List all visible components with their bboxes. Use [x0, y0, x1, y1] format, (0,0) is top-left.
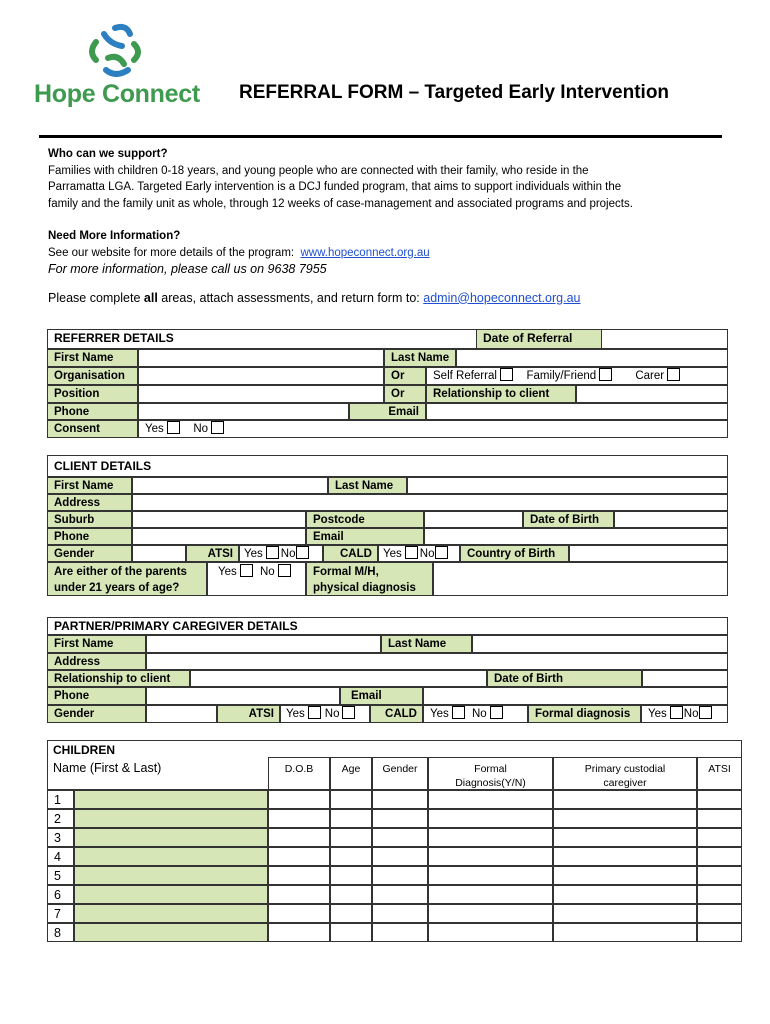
organisation-label: Organisation: [47, 367, 138, 385]
child-row-cell[interactable]: [553, 923, 697, 942]
client-postcode-label: Postcode: [306, 511, 424, 528]
partner-formal-diagnosis-label: Formal diagnosis: [528, 705, 641, 723]
client-last-name-label: Last Name: [328, 477, 407, 494]
child-row-number: 2: [47, 809, 74, 828]
client-address-label: Address: [47, 494, 132, 511]
partner-formal-options: Yes No: [641, 705, 728, 723]
client-cald-no-checkbox[interactable]: [435, 546, 448, 559]
child-row-cell[interactable]: [74, 809, 268, 828]
partner-address-label: Address: [47, 653, 146, 670]
partner-first-name-label: First Name: [47, 635, 146, 653]
client-cald-options: Yes No: [378, 545, 460, 562]
child-row-cell[interactable]: [268, 885, 330, 904]
partner-first-name-input[interactable]: [146, 635, 381, 653]
child-row-number: 5: [47, 866, 74, 885]
client-email-input[interactable]: [424, 528, 728, 545]
client-address-input[interactable]: [132, 494, 728, 511]
child-row-cell[interactable]: [268, 866, 330, 885]
child-row-number: 8: [47, 923, 74, 942]
consent-yes-checkbox[interactable]: [167, 421, 180, 434]
parents-no-checkbox[interactable]: [278, 564, 291, 577]
children-gender-column: Gender: [372, 757, 428, 790]
child-row-cell[interactable]: [372, 847, 428, 866]
client-dob-input[interactable]: [614, 511, 728, 528]
relationship-label: Relationship to client: [426, 385, 576, 403]
child-row-cell[interactable]: [553, 828, 697, 847]
logo-text: Hope Connect: [34, 80, 200, 108]
children-custodial-column: Primary custodial caregiver: [553, 757, 697, 790]
child-row-cell[interactable]: [330, 809, 372, 828]
intro-block: [48, 146, 738, 306]
client-section: [47, 455, 728, 596]
complete-pre: Please complete: [48, 290, 141, 305]
children-dob-column: D.O.B: [268, 757, 330, 790]
website-link[interactable]: www.hopeconnect.org.au: [300, 246, 430, 259]
complete-all: all: [143, 290, 158, 305]
partner-email-label: Email: [340, 687, 423, 705]
hope-connect-logo-icon: [84, 22, 146, 80]
partner-last-name-input[interactable]: [472, 635, 728, 653]
client-atsi-options: Yes No: [239, 545, 323, 562]
partner-relationship-label: Relationship to client: [47, 670, 190, 687]
child-row-cell[interactable]: [553, 885, 697, 904]
child-row-cell[interactable]: [330, 790, 372, 809]
child-row-cell[interactable]: [330, 904, 372, 923]
child-row-cell[interactable]: [268, 847, 330, 866]
parents-yes-checkbox[interactable]: [240, 564, 253, 577]
website-text: See our website for more details of the program:: [48, 246, 295, 259]
partner-dob-input[interactable]: [642, 670, 728, 687]
page-title: REFERRAL FORM – Targeted Early Intervention: [239, 82, 670, 103]
who-text-1: Families with children 0-18 years, and young people who are connected with their family, who reside in the: [48, 164, 589, 177]
consent-options: Yes No: [138, 420, 728, 438]
referrer-first-name-input[interactable]: [138, 349, 384, 367]
self-referral-checkbox[interactable]: [500, 368, 513, 381]
child-row-cell[interactable]: [372, 866, 428, 885]
client-first-name-label: First Name: [47, 477, 132, 494]
child-row-number: 6: [47, 885, 74, 904]
child-row-cell[interactable]: [74, 847, 268, 866]
child-row-cell[interactable]: [372, 809, 428, 828]
child-row-cell[interactable]: [697, 790, 742, 809]
client-suburb-input[interactable]: [132, 511, 306, 528]
child-row-cell[interactable]: [74, 923, 268, 942]
client-country-input[interactable]: [569, 545, 728, 562]
child-row-cell[interactable]: [428, 904, 553, 923]
child-row-cell[interactable]: [428, 866, 553, 885]
child-row-cell[interactable]: [428, 809, 553, 828]
referrer-phone-input[interactable]: [138, 403, 349, 420]
child-row-cell[interactable]: [553, 809, 697, 828]
position-label: Position: [47, 385, 138, 403]
client-postcode-input[interactable]: [424, 511, 523, 528]
partner-formal-no-checkbox[interactable]: [699, 706, 712, 719]
child-row-cell[interactable]: [697, 847, 742, 866]
child-row-cell[interactable]: [372, 828, 428, 847]
child-row-cell[interactable]: [553, 904, 697, 923]
referrer-email-label: Email: [349, 403, 426, 420]
partner-gender-input[interactable]: [146, 705, 217, 723]
partner-atsi-label: ATSI: [217, 705, 280, 723]
children-name-column: Name (First & Last): [53, 761, 162, 775]
client-gender-input[interactable]: [132, 545, 186, 562]
consent-no-checkbox[interactable]: [211, 421, 224, 434]
partner-email-input[interactable]: [423, 687, 728, 705]
partner-cald-no-checkbox[interactable]: [490, 706, 503, 719]
child-row-cell[interactable]: [697, 866, 742, 885]
client-formal-diagnosis-input[interactable]: [433, 562, 728, 596]
child-row-cell[interactable]: [74, 866, 268, 885]
child-row-cell[interactable]: [553, 866, 697, 885]
who-text-2: Parramatta LGA. Targeted Early intervention is a DCJ funded program, that aims to support individuals within the: [48, 181, 622, 193]
children-heading: CHILDREN: [53, 743, 115, 757]
client-cald-yes-checkbox[interactable]: [405, 546, 418, 559]
child-row-cell[interactable]: [553, 847, 697, 866]
complete-line: [48, 290, 738, 307]
children-age-column: Age: [330, 757, 372, 790]
child-row-number: 1: [47, 790, 74, 809]
parents-question-options: Yes No: [207, 562, 306, 596]
client-last-name-input[interactable]: [407, 477, 728, 494]
partner-atsi-yes-checkbox[interactable]: [308, 706, 321, 719]
partner-cald-label: CALD: [370, 705, 423, 723]
child-row-cell[interactable]: [330, 885, 372, 904]
children-section: [47, 740, 742, 942]
child-row-cell[interactable]: [553, 790, 697, 809]
child-row-cell[interactable]: [74, 904, 268, 923]
child-row-cell[interactable]: [74, 885, 268, 904]
partner-cald-yes-checkbox[interactable]: [452, 706, 465, 719]
client-phone-input[interactable]: [132, 528, 306, 545]
partner-dob-label: Date of Birth: [487, 670, 642, 687]
child-row-cell[interactable]: [330, 828, 372, 847]
child-row-cell[interactable]: [372, 790, 428, 809]
referrer-email-input[interactable]: [426, 403, 728, 420]
child-row-cell[interactable]: [268, 809, 330, 828]
child-row-cell[interactable]: [74, 828, 268, 847]
partner-address-input[interactable]: [146, 653, 728, 670]
children-formal-column: Formal Diagnosis(Y/N): [428, 757, 553, 790]
child-row-cell[interactable]: [697, 828, 742, 847]
partner-last-name-label: Last Name: [381, 635, 472, 653]
referrer-first-name-label: First Name: [47, 349, 138, 367]
partner-phone-label: Phone: [47, 687, 146, 705]
partner-formal-yes-checkbox[interactable]: [670, 706, 683, 719]
child-row-cell[interactable]: [74, 790, 268, 809]
referral-type-options: Self Referral Family/Friend Carer: [426, 367, 728, 385]
relationship-input[interactable]: [576, 385, 728, 403]
who-heading: Who can we support?: [48, 148, 168, 160]
referrer-heading: REFERRER DETAILS: [47, 329, 728, 349]
referrer-section: [47, 329, 728, 438]
child-row-cell[interactable]: [268, 923, 330, 942]
child-row-cell[interactable]: [330, 847, 372, 866]
child-row-cell[interactable]: [372, 904, 428, 923]
client-first-name-input[interactable]: [132, 477, 328, 494]
call-text: For more information, please call us on 9638 7955: [48, 262, 327, 276]
email-link[interactable]: admin@hopeconnect.org.au: [423, 290, 581, 305]
child-row-number: 4: [47, 847, 74, 866]
partner-gender-label: Gender: [47, 705, 146, 723]
family-friend-checkbox[interactable]: [599, 368, 612, 381]
client-country-label: Country of Birth: [460, 545, 569, 562]
website-line: [48, 245, 738, 262]
more-heading: Need More Information?: [48, 230, 181, 242]
child-row-cell[interactable]: [268, 904, 330, 923]
carer-checkbox[interactable]: [667, 368, 680, 381]
client-phone-label: Phone: [47, 528, 132, 545]
consent-label: Consent: [47, 420, 138, 438]
client-heading: CLIENT DETAILS: [47, 455, 728, 477]
child-row-number: 7: [47, 904, 74, 923]
referrer-last-name-label: Last Name: [384, 349, 456, 367]
child-row-cell[interactable]: [697, 923, 742, 942]
partner-atsi-options: Yes No: [280, 705, 370, 723]
referrer-last-name-input[interactable]: [456, 349, 728, 367]
date-of-referral-label: Date of Referral: [476, 329, 602, 349]
children-atsi-column: ATSI: [697, 757, 742, 790]
client-gender-label: Gender: [47, 545, 132, 562]
child-row-cell[interactable]: [428, 885, 553, 904]
or-label-2: Or: [384, 385, 426, 403]
child-row-cell[interactable]: [428, 790, 553, 809]
title-divider: [39, 135, 722, 138]
child-row-cell[interactable]: [428, 923, 553, 942]
client-suburb-label: Suburb: [47, 511, 132, 528]
logo: [34, 22, 204, 112]
parents-question-label: Are either of the parents under 21 years of age?: [47, 562, 207, 596]
client-cald-label: CALD: [323, 545, 378, 562]
partner-section: [47, 617, 728, 723]
client-email-label: Email: [306, 528, 424, 545]
position-input[interactable]: [138, 385, 384, 403]
child-row-cell[interactable]: [428, 847, 553, 866]
partner-relationship-input[interactable]: [190, 670, 487, 687]
child-row-cell[interactable]: [330, 923, 372, 942]
complete-post: areas, attach assessments, and return form to:: [161, 290, 420, 305]
child-row-number: 3: [47, 828, 74, 847]
child-row-cell[interactable]: [428, 828, 553, 847]
client-formal-diagnosis-label: Formal M/H, physical diagnosis: [306, 562, 433, 596]
child-row-cell[interactable]: [268, 790, 330, 809]
organisation-input[interactable]: [138, 367, 384, 385]
client-atsi-yes-checkbox[interactable]: [266, 546, 279, 559]
child-row-cell[interactable]: [697, 885, 742, 904]
or-label-1: Or: [384, 367, 426, 385]
who-text-3: family and the family unit as whole, through 12 weeks of case-management and associated programs and projects.: [48, 197, 633, 210]
child-row-cell[interactable]: [697, 809, 742, 828]
child-row-cell[interactable]: [268, 828, 330, 847]
client-atsi-label: ATSI: [186, 545, 239, 562]
client-dob-label: Date of Birth: [523, 511, 614, 528]
child-row-cell[interactable]: [330, 866, 372, 885]
child-row-cell[interactable]: [372, 923, 428, 942]
partner-cald-options: Yes No: [423, 705, 528, 723]
child-row-cell[interactable]: [372, 885, 428, 904]
partner-atsi-no-checkbox[interactable]: [342, 706, 355, 719]
partner-heading: PARTNER/PRIMARY CAREGIVER DETAILS: [47, 617, 728, 635]
child-row-cell[interactable]: [697, 904, 742, 923]
client-atsi-no-checkbox[interactable]: [296, 546, 309, 559]
referrer-phone-label: Phone: [47, 403, 138, 420]
partner-phone-input[interactable]: [146, 687, 340, 705]
